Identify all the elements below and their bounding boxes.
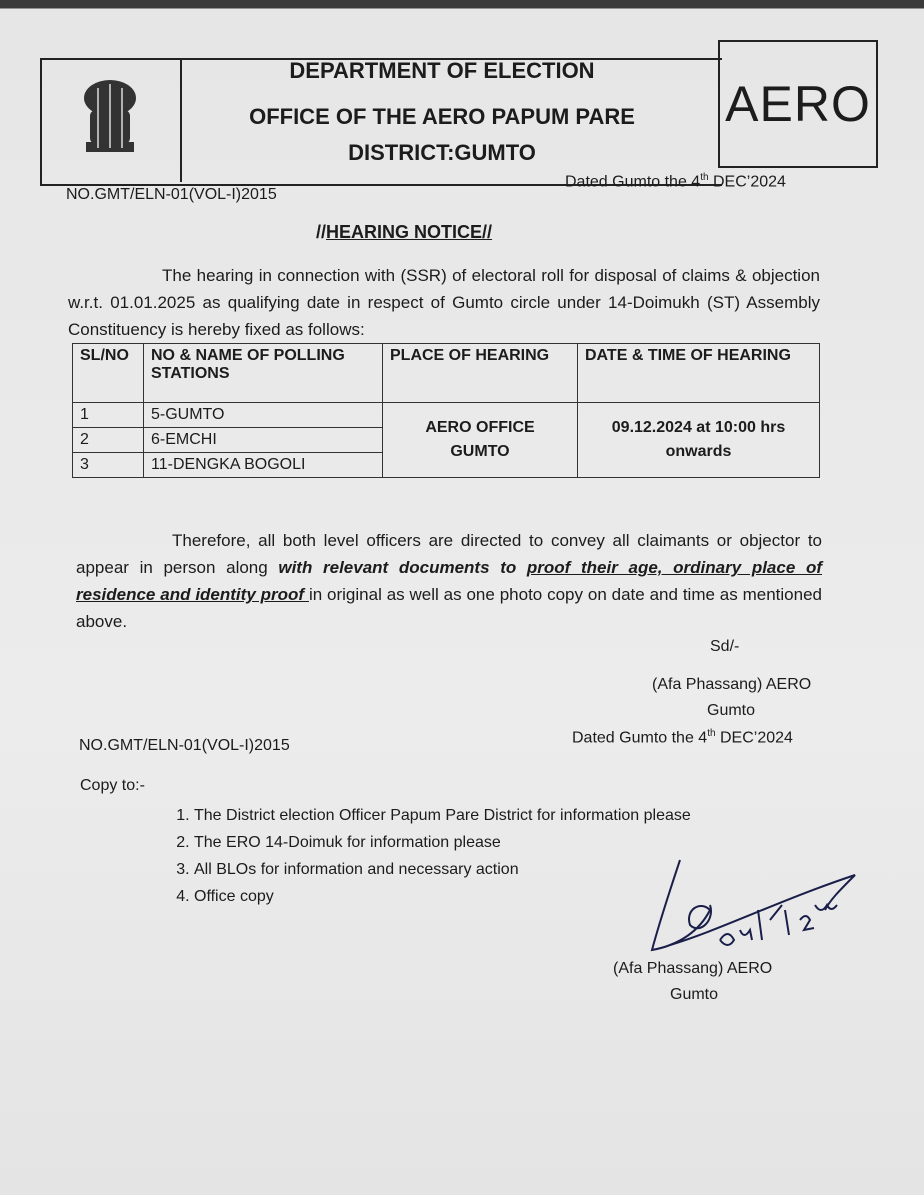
intro-paragraph: The hearing in connection with (SSR) of electoral roll for disposal of claims & objection w.r.t. 01.01.2025 as qualifying date in respect of Gumto circle under 14-Doimukh (ST) Assembly Constituency is hereby fixed as follows:	[68, 266, 820, 339]
header-slno: SL/NO	[73, 344, 144, 403]
datetime-line2: onwards	[665, 443, 732, 460]
cell-place	[383, 403, 578, 478]
cell-station: 6-EMCHI	[144, 428, 383, 453]
national-emblem-icon	[40, 58, 180, 182]
signatory-place-2: Gumto	[670, 986, 719, 1003]
directive-text: Therefore, all both level officers are directed to convey all claimants or objector to appear in person along	[76, 531, 822, 577]
list-item: 3. All BLOs for information and necessary action	[194, 856, 691, 883]
signatory-place: Gumto	[707, 702, 756, 719]
date-suffix: DEC’2024	[708, 173, 786, 191]
date-prefix: Dated Gumto the 4	[565, 173, 701, 191]
date-line-2	[572, 728, 793, 747]
signatory-name: (Afa Phassang) AERO	[652, 676, 812, 693]
date-prefix: Dated Gumto the 4	[572, 729, 708, 747]
cell-slno: 1	[73, 403, 144, 428]
header-datetime: DATE & TIME OF HEARING	[578, 344, 820, 403]
notice-title-main: HEARING NOTICE//	[326, 222, 493, 242]
date-suffix: DEC’2024	[715, 729, 793, 747]
header-station: NO & NAME OF POLLING STATIONS	[144, 344, 383, 403]
place-line2: GUMTO	[450, 443, 510, 460]
date-line	[565, 172, 786, 191]
header-place: PLACE OF HEARING	[383, 344, 578, 403]
cell-station: 5-GUMTO	[144, 403, 383, 428]
list-item: 2. The ERO 14-Doimuk for information please	[194, 829, 691, 856]
handwritten-signature	[640, 850, 870, 960]
hearing-table	[72, 343, 820, 478]
directive-emphasis: with relevant documents to	[278, 558, 527, 577]
datetime-line1: 09.12.2024 at 10:00 hrs	[611, 419, 786, 436]
date-sup: th	[707, 728, 716, 739]
reference-number-2: NO.GMT/ELN-01(VOL-I)2015	[79, 737, 290, 754]
reference-number: NO.GMT/ELN-01(VOL-I)2015	[66, 186, 277, 203]
office-title: OFFICE OF THE AERO PAPUM PARE	[249, 104, 635, 129]
directive-paragraph	[76, 527, 822, 635]
list-item: 1. The District election Officer Papum Pare District for information please	[194, 802, 691, 829]
cell-datetime	[578, 403, 820, 478]
aero-badge: AERO	[718, 40, 878, 168]
notice-title	[316, 222, 492, 243]
cell-station: 11-DENGKA BOGOLI	[144, 453, 383, 478]
signatory-name-2: (Afa Phassang) AERO	[613, 960, 773, 977]
date-sup: th	[700, 172, 709, 183]
district-title: DISTRICT:GUMTO	[348, 140, 536, 165]
table-header-row	[73, 344, 820, 403]
copy-to-list	[166, 802, 691, 910]
directive-underlined: proof their age, ordinary place of residence and identity proof	[76, 558, 822, 604]
list-item: 4. Office copy	[194, 883, 691, 910]
place-line1: AERO OFFICE	[425, 419, 535, 436]
cell-slno: 3	[73, 453, 144, 478]
department-title: DEPARTMENT OF ELECTION	[289, 58, 595, 83]
cell-slno: 2	[73, 428, 144, 453]
table-row	[73, 403, 820, 428]
copy-to-label: Copy to:-	[80, 777, 145, 794]
sd-mark: Sd/-	[710, 638, 740, 655]
notice-title-prefix: //	[316, 222, 327, 242]
directive-tail: in original as well as one photo copy on date and time as mentioned above.	[76, 585, 822, 631]
emblem-cell	[40, 58, 182, 182]
